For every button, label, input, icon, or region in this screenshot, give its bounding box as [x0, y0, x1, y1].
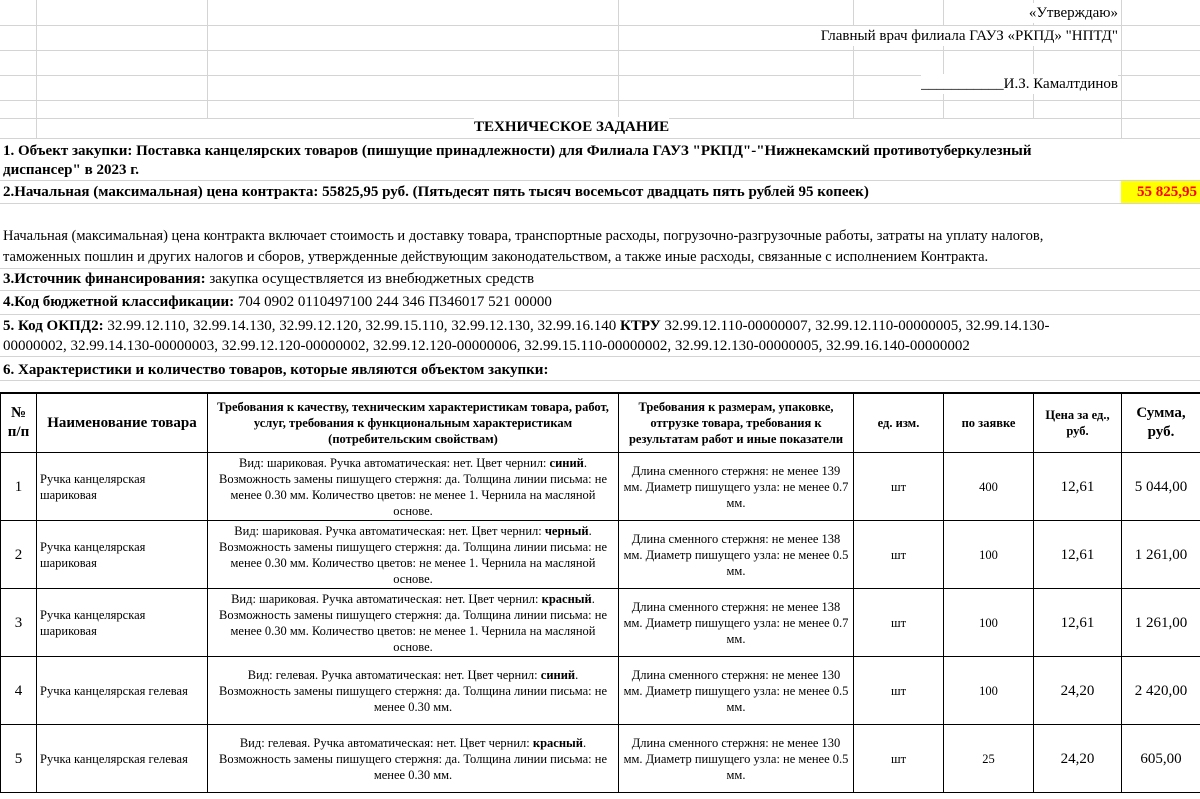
size-requirements: Длина сменного стержня: не менее 130 мм. Диаметр пишущего узла: не менее 0.5 мм.	[619, 657, 854, 725]
table-row	[1, 589, 1200, 657]
item-1: 1. Объект закупки: Поставка канцелярских товаров (пишущие принадлежности) для Филиала ГАУЗ "РКПД"-"Нижнекамский противотуберкулезный	[3, 143, 1032, 159]
header-size-requirements: Требования к размерам, упаковке, отгрузке товара, требования к результатам работ и иные показатели	[619, 393, 854, 453]
approver-position: Главный врач филиала ГАУЗ «РКПД» "НПТД"	[820, 28, 1118, 44]
unit: шт	[854, 453, 944, 521]
req-text-cont: . Возможность замены пишущего стержня: да. Толщина линии письма: не менее 0.30 мм. Количество цветов: не менее 1. Чернила на масляной основе.	[219, 455, 607, 518]
quality-requirements	[208, 725, 619, 793]
quantity: 100	[944, 521, 1034, 589]
item-5	[3, 316, 1050, 336]
quality-requirements	[208, 521, 619, 589]
item-5-label: 5. Код ОКПД2:	[3, 318, 104, 334]
req-text-cont: . Возможность замены пишущего стержня: да. Толщина линии письма: не менее 0.30 мм.	[219, 735, 607, 782]
item-4	[3, 292, 552, 312]
unit-price: 24,20	[1034, 725, 1122, 793]
req-text-cont: . Возможность замены пишущего стержня: да. Толщина линии письма: не менее 0.30 мм. Количество цветов: не менее 1. Чернила на масляной основе.	[219, 591, 607, 654]
unit: шт	[854, 521, 944, 589]
table-row	[1, 453, 1200, 521]
row-number: 2	[1, 521, 37, 589]
unit: шт	[854, 589, 944, 657]
product-name: Ручка канцелярская шариковая	[37, 453, 208, 521]
product-name: Ручка канцелярская шариковая	[37, 521, 208, 589]
req-text-cont: . Возможность замены пишущего стержня: да. Толщина линии письма: не менее 0.30 мм. Количество цветов: не менее 1. Чернила на масляной основе.	[219, 523, 607, 586]
req-text: Вид: гелевая. Ручка автоматическая: нет. Цвет чернил:	[247, 667, 541, 682]
sum: 605,00	[1122, 725, 1200, 793]
quality-requirements	[208, 453, 619, 521]
document-title: ТЕХНИЧЕСКОЕ ЗАДАНИЕ	[474, 119, 670, 135]
unit: шт	[854, 725, 944, 793]
size-requirements: Длина сменного стержня: не менее 138 мм. Диаметр пишущего узла: не менее 0.7 мм.	[619, 589, 854, 657]
size-requirements: Длина сменного стержня: не менее 139 мм. Диаметр пишущего узла: не менее 0.7 мм.	[619, 453, 854, 521]
signature-line: ___________	[921, 76, 1004, 92]
unit-price: 12,61	[1034, 521, 1122, 589]
header-sum: Сумма, руб.	[1122, 393, 1200, 453]
paragraph-line-1: Начальная (максимальная) цена контракта включает стоимость и доставку товара, транспортные расходы, погрузочно-разгрузочные работы, затраты на уплату налогов,	[3, 228, 1044, 244]
table-row	[1, 725, 1200, 793]
item-5-ktru-label: КТРУ	[619, 318, 661, 334]
sum: 2 420,00	[1122, 657, 1200, 725]
quality-requirements	[208, 589, 619, 657]
ink-color: синий	[549, 455, 584, 470]
item-3-value: закупка осуществляется из внебюджетных средств	[205, 271, 535, 287]
req-text: Вид: шариковая. Ручка автоматическая: нет. Цвет чернил:	[231, 591, 542, 606]
req-text: Вид: шариковая. Ручка автоматическая: нет. Цвет чернил:	[238, 455, 550, 470]
product-name: Ручка канцелярская гелевая	[37, 725, 208, 793]
table-row	[1, 657, 1200, 725]
approver-name: И.З. Камалтдинов	[1003, 76, 1118, 92]
req-text: Вид: шариковая. Ручка автоматическая: нет. Цвет чернил:	[234, 523, 545, 538]
row-number: 1	[1, 453, 37, 521]
item-5-value: 32.99.12.110, 32.99.14.130, 32.99.12.120, 32.99.15.110, 32.99.12.130, 32.99.16.140	[103, 318, 620, 334]
row-number: 3	[1, 589, 37, 657]
req-text-cont: . Возможность замены пишущего стержня: да. Толщина линии письма: не менее 0.30 мм.	[219, 667, 607, 714]
item-4-value: 704 0902 0110497100 244 346 П346017 521 00000	[234, 294, 552, 310]
paragraph-line-2: таможенных пошлин и других налогов и сборов, утвержденные действующим законодательством, а также иные расходы, связанные с исполнением Контракта.	[3, 249, 989, 265]
goods-table	[0, 392, 1200, 793]
ink-color: синий	[540, 667, 576, 682]
item-5-line-2: 00000002, 32.99.14.130-00000003, 32.99.12.120-00000002, 32.99.12.120-00000006, 32.99.15.110-00000002, 32.99.12.130-00000005, 32.99.16.140-00000002	[3, 338, 970, 354]
unit-price: 12,61	[1034, 453, 1122, 521]
header-quantity: по заявке	[944, 393, 1034, 453]
size-requirements: Длина сменного стержня: не менее 130 мм. Диаметр пишущего узла: не менее 0.5 мм.	[619, 725, 854, 793]
size-requirements: Длина сменного стержня: не менее 138 мм. Диаметр пишущего узла: не менее 0.5 мм.	[619, 521, 854, 589]
header-number: № п/п	[1, 393, 37, 453]
header-unit: ед. изм.	[854, 393, 944, 453]
quantity: 100	[944, 657, 1034, 725]
unit-price: 24,20	[1034, 657, 1122, 725]
unit: шт	[854, 657, 944, 725]
item-1-cont: диспансер" в 2023 г.	[3, 162, 140, 178]
approver-signature	[921, 74, 1118, 94]
row-number: 4	[1, 657, 37, 725]
quality-requirements	[208, 657, 619, 725]
approve-label: «Утверждаю»	[1028, 5, 1118, 21]
ink-color: красный	[532, 735, 584, 750]
quantity: 25	[944, 725, 1034, 793]
ink-color: черный	[544, 523, 589, 538]
quantity: 100	[944, 589, 1034, 657]
sum: 5 044,00	[1122, 453, 1200, 521]
sum: 1 261,00	[1122, 521, 1200, 589]
table-row	[1, 521, 1200, 589]
quantity: 400	[944, 453, 1034, 521]
ink-color: красный	[541, 591, 592, 606]
unit-price: 12,61	[1034, 589, 1122, 657]
item-6: 6. Характеристики и количество товаров, которые являются объектом закупки:	[3, 362, 549, 378]
header-quality-requirements: Требования к качеству, техническим характеристикам товара, работ, услуг, требования к функциональным характеристикам (потребительским свойствам)	[208, 393, 619, 453]
sum: 1 261,00	[1122, 589, 1200, 657]
req-text: Вид: гелевая. Ручка автоматическая: нет. Цвет чернил:	[239, 735, 533, 750]
item-2: 2.Начальная (максимальная) цена контракта: 55825,95 руб. (Пятьдесят пять тысяч восемьсот двадцать пять рублей 95 копеек)	[3, 184, 869, 200]
row-number: 5	[1, 725, 37, 793]
price-highlight-cell: 55 825,95	[1121, 181, 1200, 203]
header-name: Наименование товара	[37, 393, 208, 453]
product-name: Ручка канцелярская шариковая	[37, 589, 208, 657]
item-5-ktru-value: 32.99.12.110-00000007, 32.99.12.110-00000005, 32.99.14.130-	[660, 318, 1050, 334]
item-4-label: 4.Код бюджетной классификации:	[3, 294, 235, 310]
header-unit-price: Цена за ед., руб.	[1034, 393, 1122, 453]
item-3-label: 3.Источник финансирования:	[3, 271, 206, 287]
product-name: Ручка канцелярская гелевая	[37, 657, 208, 725]
item-3	[3, 269, 534, 289]
